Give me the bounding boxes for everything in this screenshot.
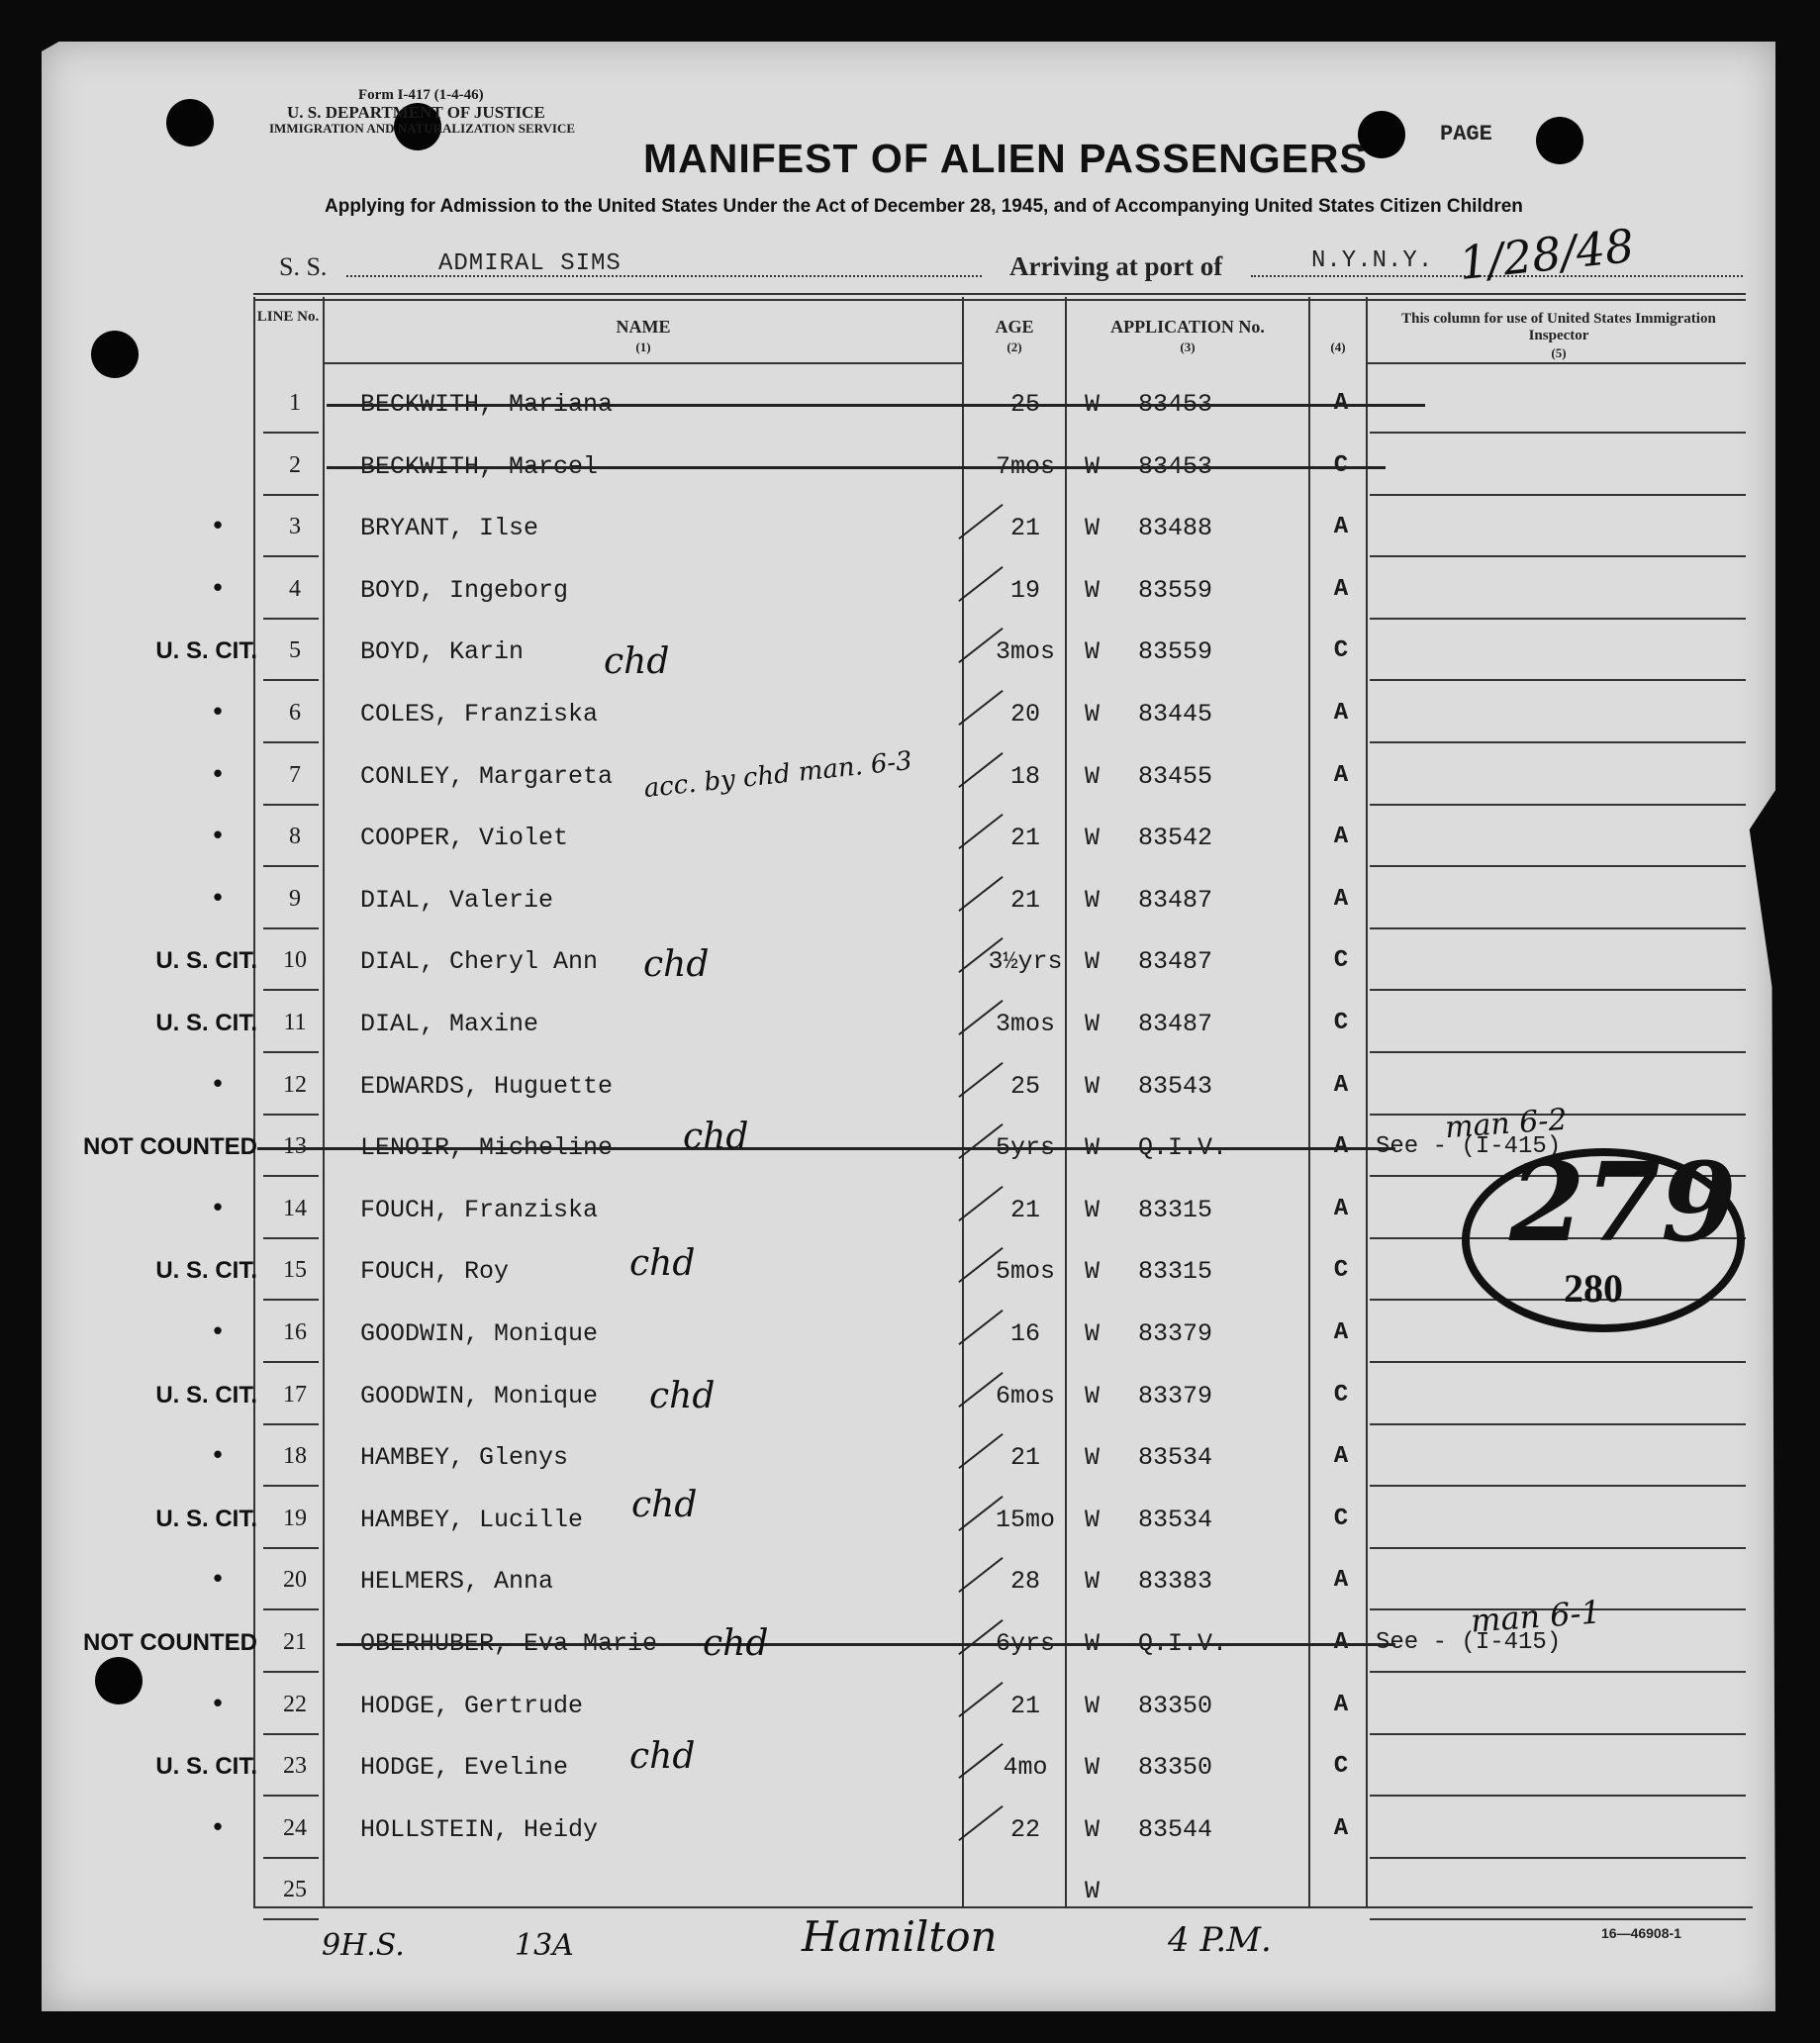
- application-number: 83315: [1138, 1257, 1213, 1286]
- chd-note: chd: [629, 1736, 696, 1777]
- passenger-class: C: [1333, 947, 1349, 974]
- tick-mark: •: [210, 1565, 226, 1595]
- table-row: [0, 1058, 1820, 1108]
- col-application-num: (3): [1180, 340, 1196, 354]
- row-rule: [263, 1175, 319, 1177]
- passenger-name: HODGE, Gertrude: [360, 1692, 584, 1720]
- footer-left: 9H.S.: [322, 1928, 405, 1963]
- line-number: 7: [289, 762, 301, 788]
- application-number: 83559: [1138, 576, 1213, 605]
- passenger-name: DIAL, Maxine: [360, 1010, 539, 1038]
- tick-mark: •: [210, 1813, 226, 1843]
- line-number: 15: [283, 1257, 307, 1283]
- passenger-age: 20: [1009, 700, 1040, 729]
- application-prefix: W: [1085, 1506, 1101, 1534]
- inspector-signature: Hamilton: [802, 1912, 998, 1961]
- passenger-name: OBERHUBER, Eva Marie: [360, 1629, 658, 1658]
- ss-label: S. S.: [279, 252, 328, 281]
- application-number: 83379: [1138, 1319, 1213, 1348]
- conley-note: acc. by chd man. 6-3: [642, 745, 914, 805]
- line-number: 23: [283, 1753, 307, 1779]
- application-number: 83487: [1138, 1010, 1213, 1038]
- tick-mark: •: [210, 822, 226, 851]
- row-rule: [1370, 494, 1746, 496]
- col-age: AGE: [995, 317, 1034, 337]
- col-class-num: (4): [1330, 340, 1346, 354]
- passenger-class: A: [1333, 514, 1349, 540]
- passenger-class: C: [1333, 1257, 1349, 1284]
- row-rule: [263, 432, 319, 434]
- table-row: [0, 1801, 1820, 1851]
- inspector-note: See - (I-415): [1376, 1133, 1562, 1160]
- row-rule: [1370, 927, 1746, 929]
- passenger-class: A: [1333, 1072, 1349, 1099]
- passenger-age: 18: [1009, 762, 1040, 791]
- passenger-age: 21: [1009, 1196, 1040, 1224]
- margin-stamp: NOT COUNTED: [83, 1133, 257, 1160]
- table-row: [0, 872, 1820, 922]
- margin-stamp: U. S. CIT.: [155, 1010, 257, 1036]
- application-number: 83534: [1138, 1443, 1213, 1472]
- row-rule: [263, 1795, 319, 1797]
- table-row: [0, 810, 1820, 859]
- arrival-date: 1/28/48: [1456, 218, 1637, 291]
- application-prefix: W: [1085, 1072, 1101, 1101]
- line-number: 24: [283, 1815, 307, 1841]
- passenger-name: FOUCH, Franziska: [360, 1196, 599, 1224]
- table-row: [0, 1492, 1820, 1541]
- passenger-name: HODGE, Eveline: [360, 1753, 569, 1782]
- strike-line: [327, 466, 1386, 469]
- passenger-name: DIAL, Valerie: [360, 886, 554, 915]
- passenger-class: A: [1333, 886, 1349, 913]
- footer-mid: 13A: [515, 1928, 574, 1963]
- line-number: 20: [283, 1567, 307, 1593]
- line-number: 1: [289, 390, 301, 416]
- application-prefix: W: [1085, 637, 1101, 666]
- line-number: 10: [283, 947, 307, 973]
- table-row: [0, 933, 1820, 983]
- col-application: APPLICATION No.: [1110, 317, 1265, 337]
- line-number: 11: [283, 1010, 307, 1035]
- passenger-age: 5yrs: [995, 1133, 1055, 1162]
- application-prefix: W: [1085, 1815, 1101, 1844]
- row-rule: [1370, 679, 1746, 681]
- table-row: [0, 562, 1820, 612]
- line-number: 13: [283, 1133, 307, 1159]
- passenger-age: 21: [1009, 886, 1040, 915]
- row-rule: [263, 1237, 319, 1239]
- passenger-age: 15mo: [995, 1506, 1055, 1534]
- passenger-age: 6yrs: [995, 1629, 1055, 1658]
- application-number: 83487: [1138, 947, 1213, 976]
- service: IMMIGRATION AND NATURALIZATION SERVICE: [269, 121, 576, 136]
- chd-note: chd: [649, 1376, 716, 1416]
- application-prefix: W: [1085, 824, 1101, 852]
- application-number: 83487: [1138, 886, 1213, 915]
- inspector-note: See - (I-415): [1376, 1629, 1562, 1656]
- passenger-name: GOODWIN, Monique: [360, 1319, 599, 1348]
- application-number: Q.I.V.: [1138, 1629, 1228, 1658]
- strike-line: [257, 1147, 1395, 1150]
- application-number: 83543: [1138, 1072, 1213, 1101]
- application-prefix: W: [1085, 1692, 1101, 1720]
- passenger-age: 21: [1009, 1692, 1040, 1720]
- tick-mark: •: [210, 698, 226, 728]
- chd-note: chd: [629, 1243, 696, 1284]
- application-prefix: W: [1085, 1443, 1101, 1472]
- passenger-class: C: [1333, 1010, 1349, 1036]
- passenger-name: HELMERS, Anna: [360, 1567, 554, 1596]
- tick-mark: •: [210, 760, 226, 790]
- row-rule: [263, 1423, 319, 1425]
- passenger-class: C: [1333, 1506, 1349, 1532]
- application-prefix: W: [1085, 1196, 1101, 1224]
- rule: [1366, 362, 1746, 364]
- row-rule: [263, 1485, 319, 1487]
- application-number: 83544: [1138, 1815, 1213, 1844]
- col-inspector: This column for use of United States Immigration Inspector: [1401, 311, 1716, 344]
- application-prefix: W: [1085, 452, 1101, 481]
- passenger-name: HOLLSTEIN, Heidy: [360, 1815, 599, 1844]
- row-rule: [1370, 1918, 1746, 1920]
- man-note: man 6-1: [1469, 1593, 1602, 1640]
- line-number: 9: [289, 886, 301, 912]
- row-rule: [1370, 865, 1746, 867]
- passenger-class: A: [1333, 1319, 1349, 1346]
- application-prefix: W: [1085, 1753, 1101, 1782]
- table-row: [0, 1429, 1820, 1479]
- passenger-age: 3½yrs: [988, 947, 1063, 976]
- punch-hole: [1536, 117, 1583, 164]
- passenger-name: HAMBEY, Lucille: [360, 1506, 584, 1534]
- tick-mark: •: [210, 574, 226, 604]
- application-prefix: W: [1085, 1010, 1101, 1038]
- rule: [253, 293, 1746, 295]
- application-prefix: W: [1085, 514, 1101, 542]
- passenger-class: A: [1333, 1443, 1349, 1470]
- passenger-name: BECKWITH, Mariana: [360, 390, 614, 419]
- row-rule: [263, 804, 319, 806]
- row-rule: [263, 989, 319, 991]
- arriving-label: Arriving at port of: [1009, 251, 1223, 281]
- tick-mark: •: [210, 1690, 226, 1719]
- table-row: [0, 1368, 1820, 1417]
- tick-mark: •: [210, 1194, 226, 1223]
- port: N.Y.N.Y.: [1311, 247, 1434, 274]
- table-row: [0, 1863, 1820, 1912]
- passenger-name: BOYD, Karin: [360, 637, 525, 666]
- passenger-class: A: [1333, 1629, 1349, 1656]
- passenger-class: C: [1333, 1753, 1349, 1780]
- passenger-age: 4mo: [1003, 1753, 1048, 1782]
- application-prefix: W: [1085, 947, 1101, 976]
- form-number: Form I-417 (1-4-46): [358, 87, 484, 103]
- application-prefix: W: [1085, 1257, 1101, 1286]
- margin-stamp: U. S. CIT.: [155, 947, 257, 974]
- passenger-age: 7mos: [995, 452, 1055, 481]
- tick-mark: •: [210, 1441, 226, 1471]
- line-number: 21: [283, 1629, 307, 1655]
- row-rule: [1370, 741, 1746, 743]
- chd-note: chd: [683, 1117, 749, 1157]
- application-number: 83455: [1138, 762, 1213, 791]
- row-rule: [263, 1733, 319, 1735]
- row-rule: [263, 1918, 319, 1920]
- passenger-age: 16: [1009, 1319, 1040, 1348]
- application-prefix: W: [1085, 1567, 1101, 1596]
- chd-note: chd: [631, 1485, 698, 1525]
- passenger-class: C: [1333, 452, 1349, 479]
- passenger-age: 21: [1009, 1443, 1040, 1472]
- passenger-class: A: [1333, 1567, 1349, 1594]
- chd-note: chd: [604, 641, 670, 682]
- application-prefix: W: [1085, 576, 1101, 605]
- application-number: 83350: [1138, 1753, 1213, 1782]
- row-rule: [1370, 1547, 1746, 1549]
- application-prefix: W: [1085, 886, 1101, 915]
- row-rule: [1370, 1361, 1746, 1363]
- row-rule: [1370, 555, 1746, 557]
- application-prefix: W: [1085, 1877, 1101, 1905]
- passenger-age: 21: [1009, 824, 1040, 852]
- passenger-class: C: [1333, 1382, 1349, 1409]
- application-number: 83445: [1138, 700, 1213, 729]
- row-rule: [263, 1114, 319, 1116]
- row-rule: [263, 865, 319, 867]
- passenger-age: 3mos: [995, 637, 1055, 666]
- line-number: 16: [283, 1319, 307, 1345]
- row-rule: [263, 741, 319, 743]
- row-rule: [1370, 432, 1746, 434]
- row-rule: [1370, 1733, 1746, 1735]
- passenger-name: BOYD, Ingeborg: [360, 576, 569, 605]
- passenger-name: HAMBEY, Glenys: [360, 1443, 569, 1472]
- col-name: NAME: [616, 317, 671, 337]
- passenger-class: A: [1333, 700, 1349, 727]
- row-rule: [263, 1299, 319, 1301]
- line-number: 14: [283, 1196, 307, 1221]
- passenger-name: DIAL, Cheryl Ann: [360, 947, 599, 976]
- row-rule: [263, 618, 319, 620]
- tick-mark: •: [210, 1317, 226, 1347]
- count-circled: 279: [1509, 1138, 1737, 1266]
- table-row: [0, 1739, 1820, 1789]
- line-number: 5: [289, 637, 301, 663]
- table-row: [0, 624, 1820, 673]
- passenger-name: GOODWIN, Monique: [360, 1382, 599, 1411]
- application-prefix: W: [1085, 762, 1101, 791]
- table-row: [0, 438, 1820, 488]
- passenger-class: A: [1333, 576, 1349, 603]
- passenger-class: A: [1333, 1196, 1349, 1222]
- col-age-num: (2): [1006, 340, 1022, 354]
- passenger-age: 22: [1009, 1815, 1040, 1844]
- chd-note: chd: [703, 1623, 769, 1664]
- row-rule: [263, 1547, 319, 1549]
- line-number: 22: [283, 1692, 307, 1717]
- row-rule: [1370, 1051, 1746, 1053]
- application-number: 83383: [1138, 1567, 1213, 1596]
- tick-mark: •: [210, 1070, 226, 1100]
- row-rule: [263, 927, 319, 929]
- application-prefix: W: [1085, 1319, 1101, 1348]
- application-prefix: W: [1085, 1382, 1101, 1411]
- application-prefix: W: [1085, 390, 1101, 419]
- passenger-class: A: [1333, 824, 1349, 850]
- tick-mark: •: [210, 884, 226, 914]
- line-number: 2: [289, 452, 301, 478]
- row-rule: [1370, 618, 1746, 620]
- passenger-age: 25: [1009, 1072, 1040, 1101]
- row-rule: [263, 1671, 319, 1673]
- rule: [323, 362, 962, 364]
- passenger-name: LENOIR, Micheline: [360, 1133, 614, 1162]
- department: U. S. DEPARTMENT OF JUSTICE: [287, 103, 545, 122]
- passenger-age: 5mos: [995, 1257, 1055, 1286]
- line-number: 18: [283, 1443, 307, 1469]
- line-number: 4: [289, 576, 301, 602]
- form-code: 16—46908-1: [1601, 1925, 1681, 1941]
- application-number: 83379: [1138, 1382, 1213, 1411]
- margin-stamp: U. S. CIT.: [155, 1506, 257, 1532]
- margin-stamp: U. S. CIT.: [155, 1257, 257, 1284]
- passenger-class: A: [1333, 1133, 1349, 1160]
- passenger-class: C: [1333, 637, 1349, 664]
- line-number: 17: [283, 1382, 307, 1408]
- application-prefix: W: [1085, 1629, 1101, 1658]
- table-row: [0, 686, 1820, 735]
- line-number: 3: [289, 514, 301, 539]
- margin-stamp: NOT COUNTED: [83, 1629, 257, 1656]
- passenger-age: 6mos: [995, 1382, 1055, 1411]
- passenger-name: BECKWITH, Marcel: [360, 452, 599, 481]
- table-row: [0, 996, 1820, 1045]
- strike-line: [327, 404, 1425, 407]
- row-rule: [1370, 989, 1746, 991]
- count-below: 280: [1564, 1266, 1623, 1311]
- page-label: PAGE: [1440, 122, 1492, 146]
- passenger-class: A: [1333, 762, 1349, 789]
- application-number: 83453: [1138, 452, 1213, 481]
- passenger-age: 3mos: [995, 1010, 1055, 1038]
- application-number: 83488: [1138, 514, 1213, 542]
- margin-stamp: U. S. CIT.: [155, 637, 257, 664]
- row-rule: [1370, 804, 1746, 806]
- tick-mark: •: [210, 512, 226, 541]
- row-rule: [1370, 1671, 1746, 1673]
- passenger-age: 21: [1009, 514, 1040, 542]
- line-number: 6: [289, 700, 301, 726]
- rule: [253, 299, 1746, 301]
- line-number: 8: [289, 824, 301, 849]
- application-number: 83350: [1138, 1692, 1213, 1720]
- footer-time: 4 P.M.: [1168, 1920, 1272, 1960]
- passenger-class: A: [1333, 1692, 1349, 1718]
- punch-hole: [166, 99, 214, 146]
- passenger-name: FOUCH, Roy: [360, 1257, 510, 1286]
- passenger-age: 19: [1009, 576, 1040, 605]
- col-line: LINE No.: [256, 309, 320, 325]
- passenger-class: A: [1333, 1815, 1349, 1842]
- application-number: 83559: [1138, 637, 1213, 666]
- passenger-age: 25: [1009, 390, 1040, 419]
- application-number: 83315: [1138, 1196, 1213, 1224]
- table-row: [0, 1678, 1820, 1727]
- subtitle: Applying for Admission to the United States Under the Act of December 28, 1945, and of Accompanying United States Citizen Children: [325, 196, 1523, 217]
- row-rule: [1370, 1795, 1746, 1797]
- table-row: [0, 1553, 1820, 1603]
- row-rule: [263, 555, 319, 557]
- application-number: 83453: [1138, 390, 1213, 419]
- line-number: 19: [283, 1506, 307, 1531]
- row-rule: [263, 1051, 319, 1053]
- application-prefix: W: [1085, 1133, 1101, 1162]
- application-number: 83542: [1138, 824, 1213, 852]
- passenger-name: EDWARDS, Huguette: [360, 1072, 614, 1101]
- passenger-age: 28: [1009, 1567, 1040, 1596]
- application-prefix: W: [1085, 700, 1101, 729]
- passenger-name: COOPER, Violet: [360, 824, 569, 852]
- row-rule: [263, 679, 319, 681]
- chd-note: chd: [643, 944, 710, 985]
- row-rule: [263, 494, 319, 496]
- punch-hole: [91, 331, 139, 378]
- row-rule: [263, 1361, 319, 1363]
- ship-name: ADMIRAL SIMS: [438, 250, 622, 277]
- row-rule: [263, 1857, 319, 1859]
- margin-stamp: U. S. CIT.: [155, 1382, 257, 1409]
- line-number: 25: [283, 1877, 307, 1902]
- line-number: 12: [283, 1072, 307, 1098]
- col-name-num: (1): [635, 340, 651, 354]
- page-title: MANIFEST OF ALIEN PASSENGERS: [643, 136, 1368, 181]
- row-rule: [1370, 1857, 1746, 1859]
- passenger-name: COLES, Franziska: [360, 700, 599, 729]
- margin-stamp: U. S. CIT.: [155, 1753, 257, 1780]
- row-rule: [1370, 1485, 1746, 1487]
- table-row: [0, 500, 1820, 549]
- man-note: man 6-2: [1443, 1102, 1569, 1146]
- application-number: Q.I.V.: [1138, 1133, 1228, 1162]
- row-rule: [1370, 1423, 1746, 1425]
- col-inspector-num: (5): [1551, 345, 1567, 360]
- passenger-name: CONLEY, Margareta: [360, 762, 614, 791]
- passenger-class: A: [1333, 390, 1349, 417]
- row-rule: [263, 1608, 319, 1610]
- strike-line: [336, 1643, 1395, 1646]
- application-number: 83534: [1138, 1506, 1213, 1534]
- passenger-name: BRYANT, Ilse: [360, 514, 539, 542]
- table-row: [0, 376, 1820, 426]
